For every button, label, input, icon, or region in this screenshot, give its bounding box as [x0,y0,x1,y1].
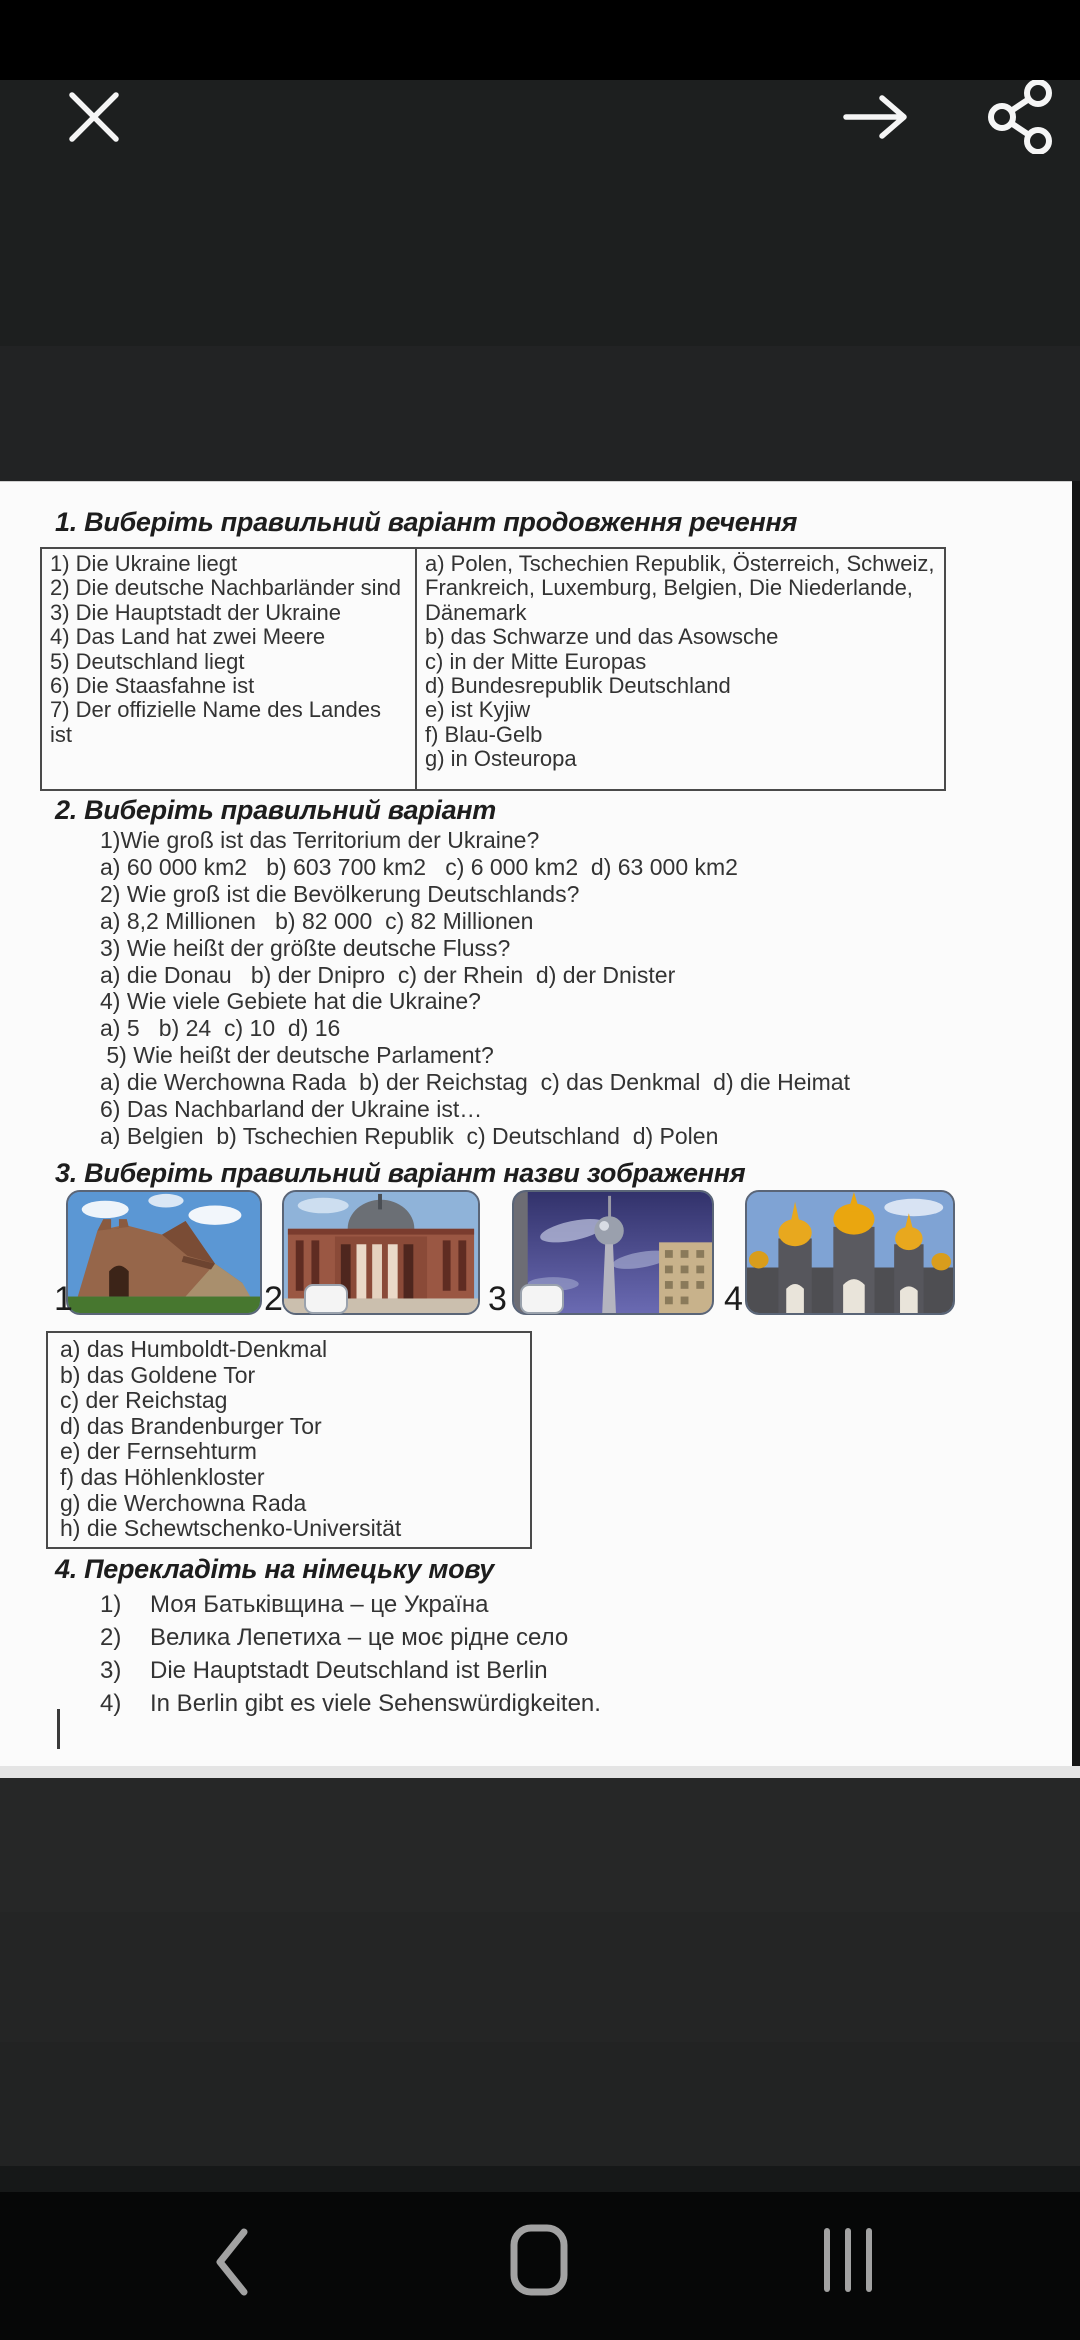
nav-back-button[interactable] [208,2224,254,2303]
viewer-background-below-4 [0,2166,1080,2192]
page-bottom-edge [0,1766,1080,1778]
image-number-2: 2 [264,1280,283,1318]
question1-title: 1. Виберіть правильний варіант продовження речення [55,507,798,537]
share-icon [985,80,1055,154]
question3-image-fortress-golden-gate [66,1190,262,1315]
q1-right-item: f) Blau-Gelb [425,721,543,747]
right-arrow-icon [840,90,912,144]
q3-option: h) die Schewtschenko-Universität [60,1515,402,1542]
q1-right-item: b) das Schwarze und das Asowsche [425,624,779,650]
question1-left-column [42,549,417,789]
question1-right-column [417,549,944,789]
q1-left-item: 4) Das Land hat zwei Meere [50,624,326,650]
image-2-plaque [304,1284,348,1314]
recents-bars-icon [818,2284,880,2299]
close-button[interactable] [62,85,126,149]
q1-left-item: 5) Deutschland liegt [50,648,245,674]
q3-option: e) der Fernsehturm [60,1438,257,1465]
q1-right-item: d) Bundesrepublik Deutschland [425,673,731,699]
viewer-background-below-2 [0,1912,1080,2042]
q3-option: b) das Goldene Tor [60,1361,256,1388]
q2-line: 2) Wie groß ist die Bevölkerung Deutschlands? [100,880,580,907]
q1-right-item: e) ist Kyjiw [425,697,531,723]
home-square-icon [508,2286,570,2301]
q4-item-number: 4) [100,1690,122,1717]
q4-item-number: 2) [100,1624,122,1651]
q2-line: 6) Das Nachbarland der Ukraine ist… [100,1096,483,1123]
question3-image-golden-dome-cathedral [745,1190,955,1315]
q1-right-item: g) in Osteuropa [425,746,577,772]
q3-option: g) die Werchowna Rada [60,1489,307,1516]
q3-option: c) der Reichstag [60,1387,228,1414]
share-button[interactable] [985,80,1055,154]
q2-line: 1)Wie groß ist das Territorium der Ukraine? [100,827,540,853]
question4-list [100,1588,601,1720]
viewer-background-below-1 [0,1778,1080,1912]
q4-item-text: Моя Батьківщина – це Україна [150,1591,489,1618]
status-bar [0,0,1080,80]
viewer-background-lower [0,346,1080,481]
q4-item-text: In Berlin gibt es viele Sehenswürdigkeiten. [150,1690,601,1717]
q3-option: f) das Höhlenkloster [60,1463,265,1490]
android-navigation-bar [0,2192,1080,2340]
q4-item-number: 3) [100,1657,122,1684]
nav-recents-button[interactable] [818,2224,880,2299]
q1-left-item: 3) Die Hauptstadt der Ukraine [50,599,342,625]
q1-left-item: 7) Der offizielle Name des Landes ist [50,697,381,747]
close-icon [62,85,126,149]
image-number-4: 4 [724,1280,743,1318]
question2-title: 2. Виберіть правильний варіант [55,795,496,825]
image-number-3: 3 [488,1280,507,1318]
q4-item [100,1588,601,1621]
q4-item-number: 1) [100,1591,122,1618]
q2-line: 3) Wie heißt der größte deutsche Fluss? [100,934,511,961]
q2-line: a) die Werchowna Rada b) der Reichstag c) das Denkmal d) die Heimat [100,1069,850,1096]
back-chevron-icon [208,2288,254,2303]
q2-line: a) 60 000 km2 b) 603 700 km2 c) 6 000 km2 d) 63 000 km2 [100,853,738,880]
q1-left-item: 1) Die Ukraine liegt [50,551,238,576]
q2-line: a) 8,2 Millionen b) 82 000 c) 82 Millionen [100,907,534,934]
q2-line: a) Belgien b) Tschechien Republik c) Deutschland d) Polen [100,1122,719,1149]
q1-left-item: 6) Die Staasfahne ist [50,673,255,699]
page-right-edge [1072,481,1080,1766]
q2-line: 5) Wie heißt der deutsche Parlament? [100,1042,494,1069]
question3-options-box [46,1331,532,1549]
q1-right-item: a) Polen, Tschechien Republik, Österreich, Schweiz, Frankreich, Luxemburg, Belgien, Die Niederlande, Dänemark [425,551,935,625]
image-number-1: 1 [54,1280,73,1318]
document-page [0,481,1072,1767]
q2-line: a) 5 b) 24 c) 10 d) 16 [100,1015,341,1042]
q2-line: 4) Wie viele Gebiete hat die Ukraine? [100,988,481,1015]
q3-option: d) das Brandenburger Tor [60,1412,322,1439]
q2-line: a) die Donau b) der Dnipro c) der Rhein d) der Dnister [100,961,676,988]
nav-home-button[interactable] [508,2222,570,2301]
question3-title: 3. Виберіть правильний варіант назви зображення [55,1158,746,1188]
viewer-background-below-3 [0,2042,1080,2166]
q4-item [100,1621,601,1654]
viewer-background-upper [0,80,1080,346]
forward-button[interactable] [840,90,912,144]
question2-lines [100,827,850,1150]
question1-matching-table [40,547,946,791]
q1-right-item: c) in der Mitte Europas [425,648,647,674]
q3-option: a) das Humboldt-Denkmal [60,1336,328,1362]
q1-left-item: 2) Die deutsche Nachbarländer sind [50,575,401,601]
text-cursor [57,1709,60,1749]
q4-item-text: Велика Лепетиха – це моє рідне село [150,1624,569,1651]
q4-item [100,1687,601,1720]
question4-title: 4. Перекладіть на німецьку мову [55,1554,494,1584]
image-3-plaque [520,1284,564,1314]
q4-item [100,1654,601,1687]
q4-item-text: Die Hauptstadt Deutschland ist Berlin [150,1657,548,1684]
